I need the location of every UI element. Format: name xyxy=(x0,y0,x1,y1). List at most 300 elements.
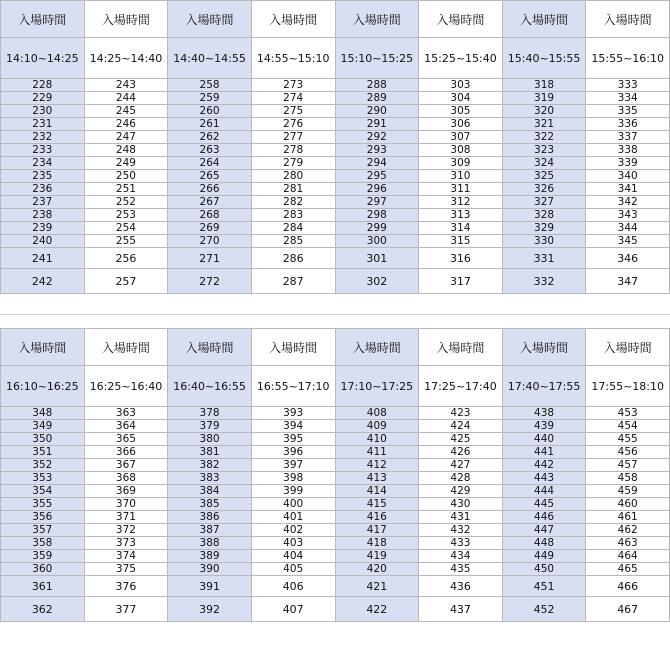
ticket-number-cell: 344 xyxy=(586,222,670,235)
ticket-number-cell: 360 xyxy=(1,563,85,576)
ticket-number-cell: 229 xyxy=(1,92,85,105)
time-slot: 15:25~15:40 xyxy=(419,38,503,79)
ticket-number-cell: 287 xyxy=(251,269,335,294)
ticket-number-cell: 368 xyxy=(84,472,168,485)
ticket-number-cell: 284 xyxy=(251,222,335,235)
ticket-number-cell: 355 xyxy=(1,498,85,511)
time-slot: 17:40~17:55 xyxy=(502,366,586,407)
ticket-number-cell: 303 xyxy=(419,79,503,92)
ticket-number-cell: 400 xyxy=(251,498,335,511)
table-row xyxy=(1,524,670,537)
ticket-number-cell: 370 xyxy=(84,498,168,511)
ticket-number-cell: 319 xyxy=(502,92,586,105)
ticket-number-cell: 440 xyxy=(502,433,586,446)
time-slot: 15:40~15:55 xyxy=(502,38,586,79)
ticket-number-cell: 413 xyxy=(335,472,419,485)
ticket-number-cell: 316 xyxy=(419,248,503,269)
ticket-number-cell: 455 xyxy=(586,433,670,446)
ticket-number-cell: 352 xyxy=(1,459,85,472)
ticket-number-cell: 286 xyxy=(251,248,335,269)
ticket-number-cell: 300 xyxy=(335,235,419,248)
ticket-number-cell: 457 xyxy=(586,459,670,472)
ticket-number-cell: 280 xyxy=(251,170,335,183)
ticket-number-cell: 311 xyxy=(419,183,503,196)
ticket-number-cell: 465 xyxy=(586,563,670,576)
ticket-number-cell: 297 xyxy=(335,196,419,209)
ticket-number-cell: 236 xyxy=(1,183,85,196)
ticket-number-cell: 246 xyxy=(84,118,168,131)
ticket-number-cell: 467 xyxy=(586,597,670,622)
ticket-number-cell: 317 xyxy=(419,269,503,294)
ticket-number-cell: 315 xyxy=(419,235,503,248)
ticket-number-cell: 356 xyxy=(1,511,85,524)
ticket-number-cell: 364 xyxy=(84,420,168,433)
time-slot: 14:10~14:25 xyxy=(1,38,85,79)
table-row xyxy=(1,498,670,511)
ticket-number-cell: 367 xyxy=(84,459,168,472)
ticket-number-cell: 416 xyxy=(335,511,419,524)
ticket-number-cell: 466 xyxy=(586,576,670,597)
ticket-number-cell: 307 xyxy=(419,131,503,144)
ticket-number-cell: 341 xyxy=(586,183,670,196)
ticket-number-cell: 255 xyxy=(84,235,168,248)
ticket-number-cell: 419 xyxy=(335,550,419,563)
ticket-number-cell: 233 xyxy=(1,144,85,157)
ticket-number-cell: 406 xyxy=(251,576,335,597)
ticket-number-cell: 274 xyxy=(251,92,335,105)
entry-schedule-table-2 xyxy=(0,328,670,622)
ticket-number-cell: 290 xyxy=(335,105,419,118)
table-row xyxy=(1,92,670,105)
table-row xyxy=(1,79,670,92)
ticket-number-cell: 302 xyxy=(335,269,419,294)
ticket-number-cell: 454 xyxy=(586,420,670,433)
ticket-number-cell: 399 xyxy=(251,485,335,498)
ticket-number-cell: 442 xyxy=(502,459,586,472)
ticket-number-cell: 336 xyxy=(586,118,670,131)
time-slot: 16:10~16:25 xyxy=(1,366,85,407)
time-slot: 15:10~15:25 xyxy=(335,38,419,79)
ticket-number-cell: 426 xyxy=(419,446,503,459)
ticket-number-cell: 306 xyxy=(419,118,503,131)
ticket-number-cell: 326 xyxy=(502,183,586,196)
table-row xyxy=(1,420,670,433)
ticket-number-cell: 252 xyxy=(84,196,168,209)
ticket-number-cell: 338 xyxy=(586,144,670,157)
ticket-number-cell: 231 xyxy=(1,118,85,131)
ticket-number-cell: 422 xyxy=(335,597,419,622)
ticket-number-cell: 363 xyxy=(84,407,168,420)
ticket-number-cell: 296 xyxy=(335,183,419,196)
table-row xyxy=(1,472,670,485)
ticket-number-cell: 294 xyxy=(335,157,419,170)
ticket-number-cell: 265 xyxy=(168,170,252,183)
ticket-number-cell: 258 xyxy=(168,79,252,92)
ticket-number-cell: 350 xyxy=(1,433,85,446)
entry-time-header: 入場時間 xyxy=(84,1,168,38)
ticket-number-cell: 354 xyxy=(1,485,85,498)
table-row xyxy=(1,433,670,446)
ticket-number-cell: 251 xyxy=(84,183,168,196)
ticket-number-cell: 332 xyxy=(502,269,586,294)
ticket-number-cell: 293 xyxy=(335,144,419,157)
ticket-number-cell: 337 xyxy=(586,131,670,144)
ticket-number-cell: 417 xyxy=(335,524,419,537)
ticket-number-cell: 429 xyxy=(419,485,503,498)
table-row xyxy=(1,269,670,294)
ticket-number-cell: 282 xyxy=(251,196,335,209)
table-row xyxy=(1,105,670,118)
time-slot-row xyxy=(1,38,670,79)
ticket-number-cell: 318 xyxy=(502,79,586,92)
ticket-number-cell: 437 xyxy=(419,597,503,622)
ticket-number-cell: 256 xyxy=(84,248,168,269)
ticket-number-cell: 388 xyxy=(168,537,252,550)
ticket-number-cell: 383 xyxy=(168,472,252,485)
entry-time-header: 入場時間 xyxy=(1,329,85,366)
table-row xyxy=(1,576,670,597)
ticket-number-cell: 365 xyxy=(84,433,168,446)
ticket-number-cell: 228 xyxy=(1,79,85,92)
ticket-number-cell: 240 xyxy=(1,235,85,248)
ticket-number-cell: 348 xyxy=(1,407,85,420)
entry-time-header: 入場時間 xyxy=(419,1,503,38)
ticket-number-cell: 405 xyxy=(251,563,335,576)
entry-time-header: 入場時間 xyxy=(84,329,168,366)
ticket-number-cell: 380 xyxy=(168,433,252,446)
ticket-number-cell: 425 xyxy=(419,433,503,446)
ticket-number-cell: 414 xyxy=(335,485,419,498)
ticket-number-cell: 241 xyxy=(1,248,85,269)
ticket-number-cell: 382 xyxy=(168,459,252,472)
ticket-number-cell: 244 xyxy=(84,92,168,105)
ticket-number-cell: 375 xyxy=(84,563,168,576)
ticket-number-cell: 343 xyxy=(586,209,670,222)
ticket-number-cell: 369 xyxy=(84,485,168,498)
ticket-number-cell: 463 xyxy=(586,537,670,550)
ticket-number-cell: 340 xyxy=(586,170,670,183)
ticket-number-cell: 458 xyxy=(586,472,670,485)
table-row xyxy=(1,459,670,472)
ticket-number-cell: 357 xyxy=(1,524,85,537)
ticket-number-cell: 310 xyxy=(419,170,503,183)
table-row xyxy=(1,209,670,222)
ticket-number-cell: 434 xyxy=(419,550,503,563)
ticket-number-cell: 232 xyxy=(1,131,85,144)
entry-time-header: 入場時間 xyxy=(251,1,335,38)
ticket-number-cell: 415 xyxy=(335,498,419,511)
ticket-number-cell: 407 xyxy=(251,597,335,622)
ticket-number-cell: 323 xyxy=(502,144,586,157)
ticket-number-cell: 324 xyxy=(502,157,586,170)
ticket-number-cell: 410 xyxy=(335,433,419,446)
ticket-number-cell: 278 xyxy=(251,144,335,157)
entry-time-header: 入場時間 xyxy=(586,1,670,38)
table-row xyxy=(1,597,670,622)
ticket-number-cell: 347 xyxy=(586,269,670,294)
ticket-number-cell: 301 xyxy=(335,248,419,269)
entry-time-header: 入場時間 xyxy=(335,329,419,366)
ticket-number-cell: 234 xyxy=(1,157,85,170)
ticket-number-cell: 362 xyxy=(1,597,85,622)
ticket-number-cell: 402 xyxy=(251,524,335,537)
table-row xyxy=(1,183,670,196)
ticket-number-cell: 378 xyxy=(168,407,252,420)
time-slot: 17:55~18:10 xyxy=(586,366,670,407)
table-row xyxy=(1,537,670,550)
ticket-number-cell: 384 xyxy=(168,485,252,498)
entry-time-header: 入場時間 xyxy=(502,1,586,38)
ticket-number-cell: 308 xyxy=(419,144,503,157)
table-row xyxy=(1,118,670,131)
ticket-number-cell: 395 xyxy=(251,433,335,446)
ticket-number-cell: 259 xyxy=(168,92,252,105)
ticket-number-cell: 334 xyxy=(586,92,670,105)
table-row xyxy=(1,131,670,144)
ticket-number-cell: 248 xyxy=(84,144,168,157)
table-row xyxy=(1,222,670,235)
ticket-number-cell: 299 xyxy=(335,222,419,235)
ticket-number-cell: 427 xyxy=(419,459,503,472)
ticket-number-cell: 389 xyxy=(168,550,252,563)
ticket-number-cell: 292 xyxy=(335,131,419,144)
ticket-number-cell: 398 xyxy=(251,472,335,485)
ticket-number-cell: 277 xyxy=(251,131,335,144)
ticket-number-cell: 423 xyxy=(419,407,503,420)
ticket-number-cell: 462 xyxy=(586,524,670,537)
ticket-number-cell: 448 xyxy=(502,537,586,550)
ticket-number-cell: 376 xyxy=(84,576,168,597)
ticket-number-cell: 242 xyxy=(1,269,85,294)
ticket-number-cell: 264 xyxy=(168,157,252,170)
ticket-number-cell: 272 xyxy=(168,269,252,294)
ticket-number-cell: 285 xyxy=(251,235,335,248)
table-row xyxy=(1,170,670,183)
table-row xyxy=(1,235,670,248)
ticket-number-cell: 433 xyxy=(419,537,503,550)
ticket-number-cell: 298 xyxy=(335,209,419,222)
ticket-number-cell: 320 xyxy=(502,105,586,118)
ticket-number-cell: 366 xyxy=(84,446,168,459)
ticket-number-cell: 450 xyxy=(502,563,586,576)
ticket-number-cell: 435 xyxy=(419,563,503,576)
ticket-number-cell: 371 xyxy=(84,511,168,524)
ticket-number-cell: 393 xyxy=(251,407,335,420)
ticket-number-cell: 418 xyxy=(335,537,419,550)
table-row xyxy=(1,157,670,170)
ticket-number-cell: 333 xyxy=(586,79,670,92)
time-slot: 16:25~16:40 xyxy=(84,366,168,407)
ticket-number-cell: 374 xyxy=(84,550,168,563)
header-row xyxy=(1,329,670,366)
time-slot: 14:40~14:55 xyxy=(168,38,252,79)
ticket-number-cell: 394 xyxy=(251,420,335,433)
time-slot: 16:55~17:10 xyxy=(251,366,335,407)
ticket-number-cell: 289 xyxy=(335,92,419,105)
ticket-number-cell: 291 xyxy=(335,118,419,131)
ticket-number-cell: 273 xyxy=(251,79,335,92)
ticket-number-cell: 261 xyxy=(168,118,252,131)
ticket-number-cell: 260 xyxy=(168,105,252,118)
ticket-number-cell: 313 xyxy=(419,209,503,222)
ticket-number-cell: 420 xyxy=(335,563,419,576)
ticket-number-cell: 279 xyxy=(251,157,335,170)
ticket-number-cell: 305 xyxy=(419,105,503,118)
ticket-number-cell: 373 xyxy=(84,537,168,550)
ticket-number-cell: 262 xyxy=(168,131,252,144)
ticket-number-cell: 247 xyxy=(84,131,168,144)
ticket-number-cell: 342 xyxy=(586,196,670,209)
ticket-number-cell: 245 xyxy=(84,105,168,118)
ticket-number-cell: 335 xyxy=(586,105,670,118)
ticket-number-cell: 346 xyxy=(586,248,670,269)
entry-time-header: 入場時間 xyxy=(419,329,503,366)
entry-time-header: 入場時間 xyxy=(1,1,85,38)
ticket-number-cell: 391 xyxy=(168,576,252,597)
time-slot: 17:25~17:40 xyxy=(419,366,503,407)
ticket-number-cell: 385 xyxy=(168,498,252,511)
ticket-number-cell: 451 xyxy=(502,576,586,597)
ticket-number-cell: 283 xyxy=(251,209,335,222)
ticket-number-cell: 304 xyxy=(419,92,503,105)
ticket-number-cell: 267 xyxy=(168,196,252,209)
ticket-number-cell: 288 xyxy=(335,79,419,92)
table-row xyxy=(1,407,670,420)
ticket-number-cell: 235 xyxy=(1,170,85,183)
ticket-number-cell: 268 xyxy=(168,209,252,222)
ticket-number-cell: 351 xyxy=(1,446,85,459)
ticket-number-cell: 243 xyxy=(84,79,168,92)
ticket-number-cell: 309 xyxy=(419,157,503,170)
table-row xyxy=(1,550,670,563)
ticket-number-cell: 239 xyxy=(1,222,85,235)
ticket-number-cell: 456 xyxy=(586,446,670,459)
time-slot: 15:55~16:10 xyxy=(586,38,670,79)
time-slot: 16:40~16:55 xyxy=(168,366,252,407)
ticket-number-cell: 238 xyxy=(1,209,85,222)
header-row xyxy=(1,1,670,38)
ticket-number-cell: 461 xyxy=(586,511,670,524)
time-slot: 14:55~15:10 xyxy=(251,38,335,79)
ticket-number-cell: 459 xyxy=(586,485,670,498)
ticket-number-cell: 445 xyxy=(502,498,586,511)
ticket-number-cell: 453 xyxy=(586,407,670,420)
table-row xyxy=(1,144,670,157)
ticket-number-cell: 452 xyxy=(502,597,586,622)
ticket-number-cell: 250 xyxy=(84,170,168,183)
ticket-number-cell: 345 xyxy=(586,235,670,248)
ticket-number-cell: 401 xyxy=(251,511,335,524)
ticket-number-cell: 358 xyxy=(1,537,85,550)
ticket-number-cell: 397 xyxy=(251,459,335,472)
ticket-number-cell: 387 xyxy=(168,524,252,537)
ticket-number-cell: 325 xyxy=(502,170,586,183)
ticket-number-cell: 438 xyxy=(502,407,586,420)
ticket-number-cell: 321 xyxy=(502,118,586,131)
table-row xyxy=(1,563,670,576)
ticket-number-cell: 411 xyxy=(335,446,419,459)
ticket-number-cell: 403 xyxy=(251,537,335,550)
ticket-number-cell: 253 xyxy=(84,209,168,222)
ticket-number-cell: 349 xyxy=(1,420,85,433)
ticket-number-cell: 439 xyxy=(502,420,586,433)
ticket-number-cell: 276 xyxy=(251,118,335,131)
table-row xyxy=(1,511,670,524)
ticket-number-cell: 257 xyxy=(84,269,168,294)
ticket-number-cell: 266 xyxy=(168,183,252,196)
ticket-number-cell: 271 xyxy=(168,248,252,269)
entry-time-header: 入場時間 xyxy=(168,329,252,366)
ticket-number-cell: 379 xyxy=(168,420,252,433)
ticket-number-cell: 372 xyxy=(84,524,168,537)
ticket-number-cell: 328 xyxy=(502,209,586,222)
ticket-number-cell: 254 xyxy=(84,222,168,235)
ticket-number-cell: 353 xyxy=(1,472,85,485)
ticket-number-cell: 432 xyxy=(419,524,503,537)
ticket-number-cell: 281 xyxy=(251,183,335,196)
ticket-number-cell: 447 xyxy=(502,524,586,537)
ticket-number-cell: 460 xyxy=(586,498,670,511)
ticket-number-cell: 377 xyxy=(84,597,168,622)
entry-time-header: 入場時間 xyxy=(586,329,670,366)
ticket-number-cell: 412 xyxy=(335,459,419,472)
ticket-number-cell: 230 xyxy=(1,105,85,118)
ticket-number-cell: 464 xyxy=(586,550,670,563)
table-row xyxy=(1,446,670,459)
ticket-number-cell: 339 xyxy=(586,157,670,170)
ticket-number-cell: 237 xyxy=(1,196,85,209)
entry-time-header: 入場時間 xyxy=(335,1,419,38)
ticket-number-cell: 409 xyxy=(335,420,419,433)
ticket-number-cell: 269 xyxy=(168,222,252,235)
ticket-number-cell: 443 xyxy=(502,472,586,485)
ticket-number-cell: 431 xyxy=(419,511,503,524)
ticket-number-cell: 441 xyxy=(502,446,586,459)
entry-time-header: 入場時間 xyxy=(251,329,335,366)
table-row xyxy=(1,485,670,498)
ticket-number-cell: 408 xyxy=(335,407,419,420)
ticket-number-cell: 249 xyxy=(84,157,168,170)
ticket-number-cell: 361 xyxy=(1,576,85,597)
ticket-number-cell: 295 xyxy=(335,170,419,183)
ticket-number-cell: 314 xyxy=(419,222,503,235)
time-slot: 14:25~14:40 xyxy=(84,38,168,79)
ticket-number-cell: 430 xyxy=(419,498,503,511)
ticket-number-cell: 390 xyxy=(168,563,252,576)
section-divider xyxy=(0,314,670,315)
table-row xyxy=(1,248,670,269)
ticket-number-cell: 449 xyxy=(502,550,586,563)
entry-schedule-table-1 xyxy=(0,0,670,294)
time-slot-row xyxy=(1,366,670,407)
ticket-number-cell: 359 xyxy=(1,550,85,563)
ticket-number-cell: 396 xyxy=(251,446,335,459)
ticket-number-cell: 421 xyxy=(335,576,419,597)
ticket-number-cell: 327 xyxy=(502,196,586,209)
ticket-number-cell: 275 xyxy=(251,105,335,118)
ticket-number-cell: 446 xyxy=(502,511,586,524)
ticket-number-cell: 312 xyxy=(419,196,503,209)
ticket-number-cell: 331 xyxy=(502,248,586,269)
entry-time-header: 入場時間 xyxy=(168,1,252,38)
ticket-number-cell: 392 xyxy=(168,597,252,622)
ticket-number-cell: 330 xyxy=(502,235,586,248)
time-slot: 17:10~17:25 xyxy=(335,366,419,407)
ticket-number-cell: 428 xyxy=(419,472,503,485)
ticket-number-cell: 381 xyxy=(168,446,252,459)
ticket-number-cell: 329 xyxy=(502,222,586,235)
ticket-number-cell: 404 xyxy=(251,550,335,563)
